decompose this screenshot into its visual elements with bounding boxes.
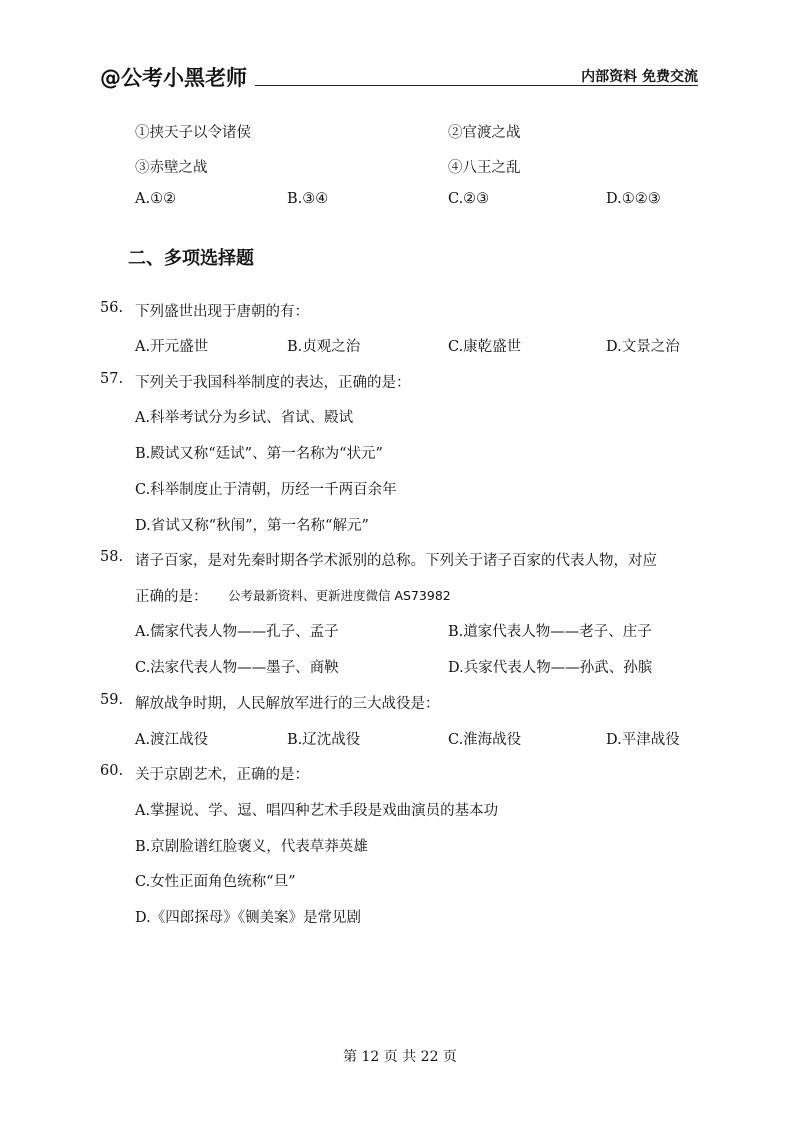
q59-number: 59. xyxy=(100,692,124,708)
prev-item-1: ①挟天子以令诸侯 xyxy=(135,125,251,141)
header-title: @公考小黑老师 xyxy=(100,66,247,90)
q56-option-a: A.开元盛世 xyxy=(135,339,209,355)
page-footer: 第 12 页 共 22 页 xyxy=(343,1049,457,1065)
q58-option-c: C.法家代表人物——墨子、商鞅 xyxy=(135,660,339,676)
prev-item-4: ④八王之乱 xyxy=(448,160,521,176)
q57-option-b: B.殿试又称“廷试”、第一名称为“状元” xyxy=(135,446,383,462)
prev-item-3: ③赤壁之战 xyxy=(135,160,208,176)
q57-option-a: A.科举考试分为乡试、省试、殿试 xyxy=(135,410,354,426)
q60-option-d: D.《四郎探母》《铡美案》是常见剧 xyxy=(135,910,361,926)
q58-stem-line1: 诸子百家，是对先秦时期各学术派别的总称。下列关于诸子百家的代表人物，对应 xyxy=(135,553,657,569)
q58-number: 58. xyxy=(100,549,124,565)
header-note: 内部资料 免费交流 xyxy=(581,69,698,85)
q60-option-b: B.京剧脸谱红脸褒义，代表草莽英雄 xyxy=(135,839,368,855)
q58-option-a: A.儒家代表人物——孔子、孟子 xyxy=(135,624,339,640)
q60-option-a: A.掌握说、学、逗、唱四种艺术手段是戏曲演员的基本功 xyxy=(135,803,499,819)
q56-option-b: B.贞观之治 xyxy=(287,339,361,355)
prev-option-d: D.①②③ xyxy=(606,191,661,207)
q59-option-c: C.淮海战役 xyxy=(448,732,522,748)
q56-option-d: D.文景之治 xyxy=(606,339,680,355)
prev-option-c: C.②③ xyxy=(448,191,490,207)
q57-stem: 下列关于我国科举制度的表达，正确的是： xyxy=(135,375,411,391)
prev-option-a: A.①② xyxy=(135,191,177,207)
section-title: 二、多项选择题 xyxy=(128,248,254,269)
q59-option-a: A.渡江战役 xyxy=(135,732,209,748)
q60-number: 60. xyxy=(100,763,124,779)
q57-number: 57. xyxy=(100,371,124,387)
q56-number: 56. xyxy=(100,300,124,316)
q59-option-d: D.平津战役 xyxy=(606,732,680,748)
q58-stem-line2: 正确的是： xyxy=(135,589,208,605)
q57-option-d: D.省试又称“秋闱”，第一名称“解元” xyxy=(135,518,369,534)
q56-stem: 下列盛世出现于唐朝的有： xyxy=(135,304,309,320)
q60-stem: 关于京剧艺术，正确的是： xyxy=(135,767,309,783)
q58-option-b: B.道家代表人物——老子、庄子 xyxy=(448,624,652,640)
q58-option-d: D.兵家代表人物——孙武、孙膑 xyxy=(448,660,653,676)
q57-option-c: C.科举制度止于清朝，历经一千两百余年 xyxy=(135,482,397,498)
q56-option-c: C.康乾盛世 xyxy=(448,339,522,355)
watermark-text: 公考最新资料、更新进度微信 AS73982 xyxy=(228,588,451,603)
prev-option-b: B.③④ xyxy=(287,191,329,207)
q60-option-c: C.女性正面角色统称“旦” xyxy=(135,874,296,890)
q59-stem: 解放战争时期，人民解放军进行的三大战役是： xyxy=(135,696,440,712)
prev-item-2: ②官渡之战 xyxy=(448,125,521,141)
q59-option-b: B.辽沈战役 xyxy=(287,732,361,748)
